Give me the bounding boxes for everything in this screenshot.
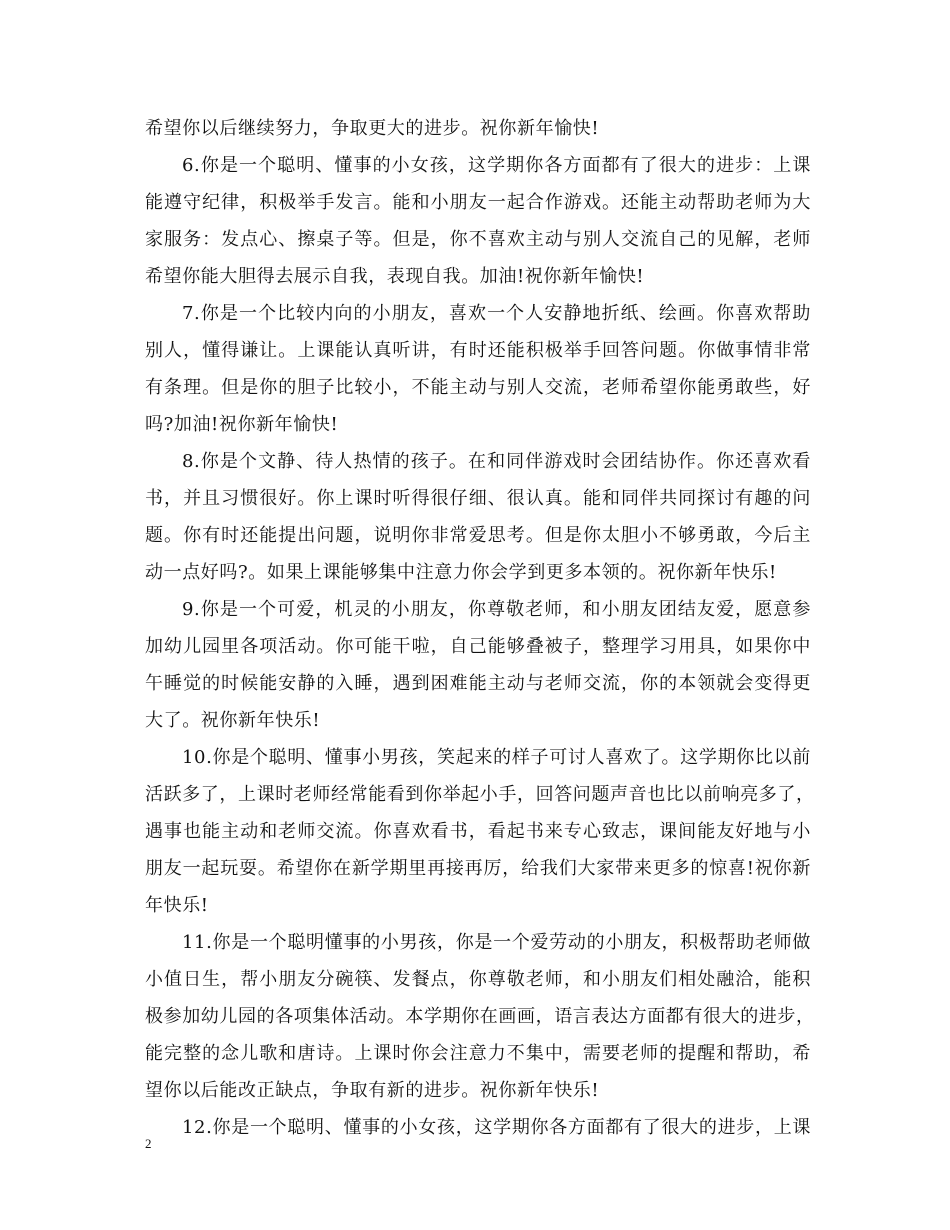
paragraph-11-line: 11.你是一个聪明懂事的小男孩，你是一个爱劳动的小朋友，积极帮助老师做 <box>182 932 811 953</box>
paragraph-8-line: 8.你是个文静、待人热情的孩子。在和同伴游戏时会团结协作。你还喜欢看 <box>182 451 811 472</box>
text-line: 午睡觉的时候能安静的入睡，遇到困难能主动与老师交流，你的本领就会变得更 <box>145 673 811 694</box>
text-line: 极参加幼儿园的各项集体活动。本学期你在画画，语言表达方面都有很大的进步， <box>145 1006 815 1027</box>
paragraph-6-line: 6.你是一个聪明、懂事的小女孩，这学期你各方面都有了很大的进步：上课 <box>182 155 811 176</box>
text-line: 年快乐! <box>145 895 209 916</box>
text-line: 希望你能大胆得去展示自我，表现自我。加油!祝你新年愉快! <box>145 266 645 287</box>
text-line: 朋友一起玩耍。希望你在新学期里再接再厉，给我们大家带来更多的惊喜!祝你新 <box>145 858 811 879</box>
paragraph-10-line: 10.你是个聪明、懂事小男孩，笑起来的样子可讨人喜欢了。这学期你比以前 <box>182 747 811 768</box>
text-line: 书，并且习惯很好。你上课时听得很仔细、很认真。能和同伴共同探讨有趣的问 <box>145 488 811 509</box>
paragraph-9-line: 9.你是一个可爱，机灵的小朋友，你尊敬老师，和小朋友团结友爱，愿意参 <box>182 599 811 620</box>
page-number: 2 <box>145 1136 152 1151</box>
text-line: 别人，懂得谦让。上课能认真听讲，有时还能积极举手回答问题。你做事情非常 <box>145 340 811 361</box>
text-line: 有条理。但是你的胆子比较小，不能主动与别人交流，老师希望你能勇敢些，好 <box>145 377 811 398</box>
text-line: 能完整的念儿歌和唐诗。上课时你会注意力不集中，需要老师的提醒和帮助，希 <box>145 1043 811 1064</box>
text-line: 能遵守纪律，积极举手发言。能和小朋友一起合作游戏。还能主动帮助老师为大 <box>145 192 811 213</box>
text-line: 动一点好吗?。如果上课能够集中注意力你会学到更多本领的。祝你新年快乐! <box>145 562 777 583</box>
text-line: 遇事也能主动和老师交流。你喜欢看书，看起书来专心致志，课间能友好地与小 <box>145 821 811 842</box>
text-line: 大了。祝你新年快乐! <box>145 710 321 731</box>
paragraph-12-line: 12.你是一个聪明、懂事的小女孩，这学期你各方面都有了很大的进步，上课 <box>182 1117 811 1138</box>
text-line: 家服务：发点心、擦桌子等。但是，你不喜欢主动与别人交流自己的见解，老师 <box>145 229 811 250</box>
text-line: 小值日生，帮小朋友分碗筷、发餐点，你尊敬老师，和小朋友们相处融洽，能积 <box>145 969 811 990</box>
text-line: 题。你有时还能提出问题，说明你非常爱思考。但是你太胆小不够勇敢，今后主 <box>145 525 811 546</box>
text-line: 加幼儿园里各项活动。你可能干啦，自己能够叠被子，整理学习用具，如果你中 <box>145 636 811 657</box>
paragraph-7-line: 7.你是一个比较内向的小朋友，喜欢一个人安静地折纸、绘画。你喜欢帮助 <box>182 303 811 324</box>
text-line: 活跃多了，上课时老师经常能看到你举起小手，回答问题声音也比以前响亮多了， <box>145 784 815 805</box>
document-body <box>145 110 815 1146</box>
text-line: 望你以后能改正缺点，争取有新的进步。祝你新年快乐! <box>145 1080 600 1101</box>
text-line: 吗?加油!祝你新年愉快! <box>145 414 339 435</box>
text-line: 希望你以后继续努力，争取更大的进步。祝你新年愉快! <box>145 118 600 139</box>
